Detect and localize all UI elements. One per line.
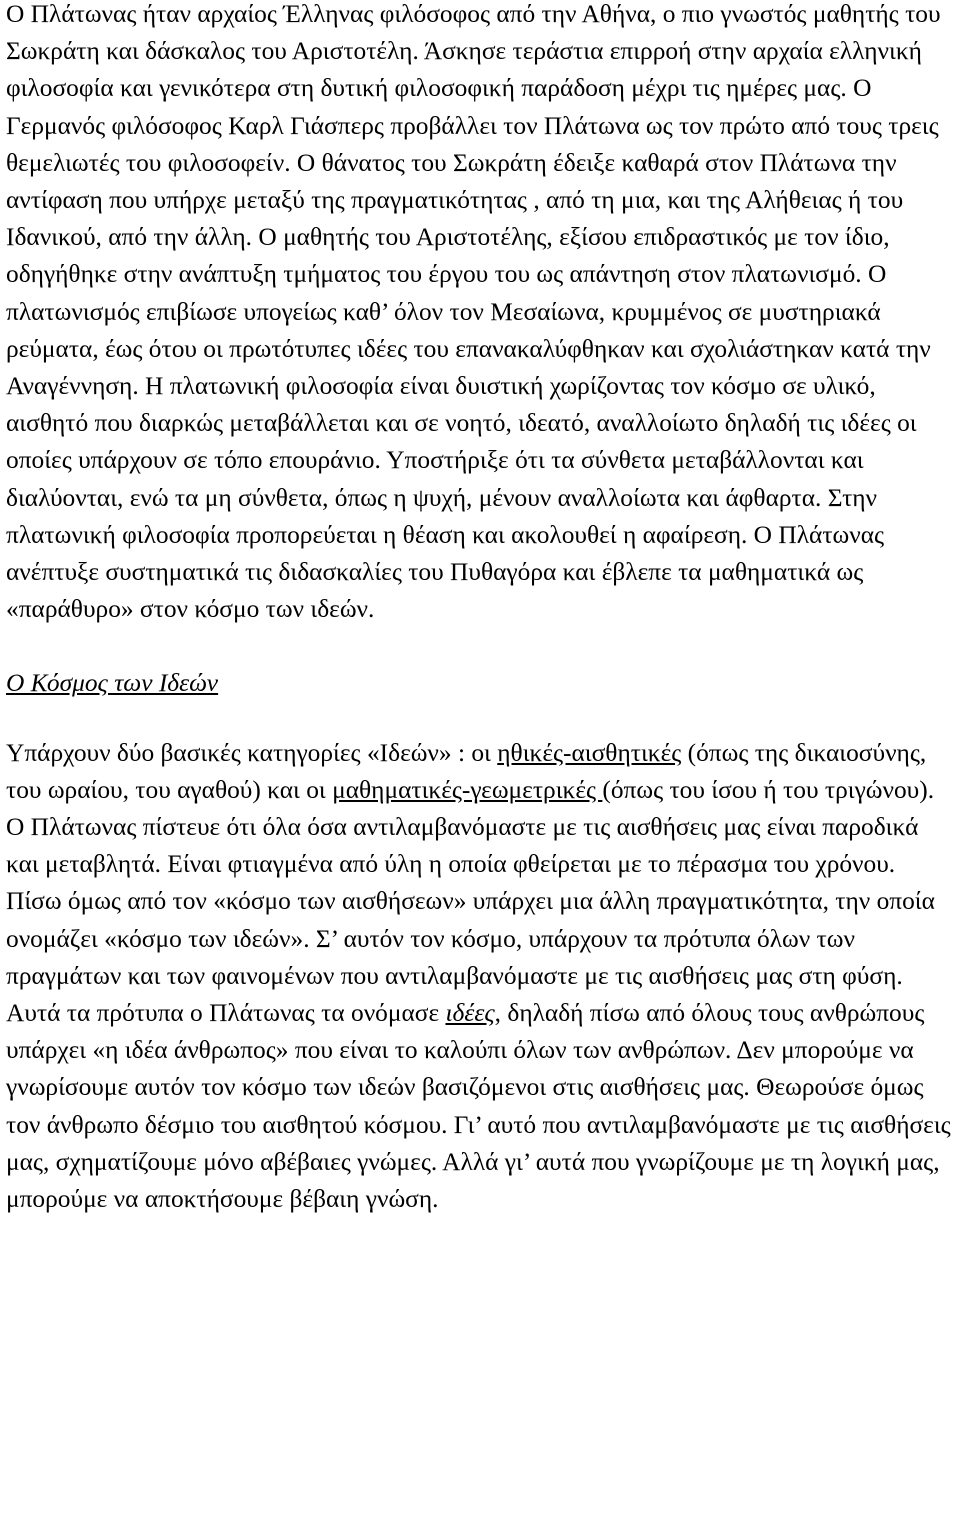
section-heading: Ο Κόσμος των Ιδεών (6, 669, 219, 698)
ideas-term: ιδέες (445, 999, 495, 1028)
document-page (6, 0, 956, 1218)
categories-text-2: (όπως της δικαιοσύνης, του ωραίου, του αγαθού) και οι (6, 738, 927, 804)
ideas-paragraph (6, 809, 956, 1218)
categories-text-1: Υπάρχουν δύο βασικές κατηγορίες «Ιδεών» : οι (6, 738, 498, 767)
mathematical-geometric-link: μαθηματικές-γεωμετρικές (332, 775, 603, 804)
categories-text-3: (όπως του ίσου ή του τριγώνου). (602, 775, 935, 804)
categories-paragraph (6, 735, 956, 809)
intro-paragraph: Ο Πλάτωνας ήταν αρχαίος Έλληνας φιλόσοφος από την Αθήνα, ο πιο γνωστός μαθητής του Σωκράτη και δάσκαλος του Αριστοτέλη. Άσκησε τεράστια επιρροή στην αρχαία ελληνική φιλοσοφία και γενικότερα στη δυτική φιλοσοφική παράδοση μέχρι τις ημέρες μας. Ο Γερμανός φιλόσοφος Καρλ Γιάσπερς προβάλλει τον Πλάτωνα ως τον πρώτο από τους τρεις θεμελιωτές του φιλοσοφείν. Ο θάνατος του Σωκράτη έδειξε καθαρά στον Πλάτωνα την αντίφαση που υπήρχε μεταξύ της πραγματικότητας , από τη μια, και της Αλήθειας ή του Ιδανικού, από την άλλη. Ο μαθητής του Αριστοτέλης, εξίσου επιδραστικός με τον ίδιο, οδηγήθηκε στην ανάπτυξη τμήματος του έργου του ως απάντηση στον πλατωνισμό. Ο πλατωνισμός επιβίωσε υπογείως καθ’ όλον τον Μεσαίωνα, κρυμμένος σε μυστηριακά ρεύματα, έως ότου οι πρωτότυπες ιδέες του επανακαλύφθηκαν και σχολιάστηκαν κατά την Αναγέννηση. Η πλατωνική φιλοσοφία είναι δυιστική χωρίζοντας τον κόσμο σε υλικό, αισθητό που διαρκώς μεταβάλλεται και σε νοητό, ιδεατό, αναλλοίωτο δηλαδή τις ιδέες οι οποίες υπάρχουν σε τόπο επουράνιο. Υποστήριξε ότι τα σύνθετα μεταβάλλονται και διαλύονται, ενώ τα μη σύνθετα, όπως η ψυχή, μένουν αναλλοίωτα και άφθαρτα. Στην πλατωνική φιλοσοφία προπορεύεται η θέαση και ακολουθεί η αφαίρεση. Ο Πλάτωνας ανέπτυξε συστηματικά τις διδασκαλίες του Πυθαγόρα και έβλεπε τα μαθηματικά ως «παράθυρο» στον κόσμο των ιδεών. (6, 0, 941, 624)
ethical-aesthetic-link: ηθικές-αισθητικές (497, 738, 682, 767)
ideas-text-1: Ο Πλάτωνας πίστευε ότι όλα όσα αντιλαμβανόμαστε με τις αισθήσεις μας είναι παροδικά και μεταβλητά. Είναι φτιαγμένα από ύλη η οποία φθείρεται με το πέρασμα του χρόνου. Πίσω όμως από τον «κόσμο των αισθήσεων» υπάρχει μια άλλη πραγματικότητα, την οποία ονομάζει «κόσμο των ιδεών». Σ’ αυτόν τον κόσμο, υπάρχουν τα πρότυπα όλων των πραγμάτων και των φαινομένων που αντιλαμβανόμαστε με τις αισθήσεις μας στη φύση. Αυτά τα πρότυπα ο Πλάτωνας τα ονόμασε (6, 813, 935, 1028)
ideas-text-2: , δηλαδή πίσω από όλους τους ανθρώπους υπάρχει «η ιδέα άνθρωπος» που είναι το καλούπι όλων των ανθρώπων. Δεν μπορούμε να γνωρίσουμε αυτόν τον κόσμο των ιδεών βασιζόμενοι στις αισθήσεις μας. Θεωρούσε όμως τον άνθρωπο δέσμιο του αισθητού κόσμου. Γι’ αυτό που αντιλαμβανόμαστε με τις αισθήσεις μας, σχηματίζουμε μόνο αβέβαιες γνώμες. Αλλά γι’ αυτά που γνωρίζουμε με τη λογική μας, μπορούμε να αποκτήσουμε βέβαιη γνώση. (6, 999, 951, 1214)
